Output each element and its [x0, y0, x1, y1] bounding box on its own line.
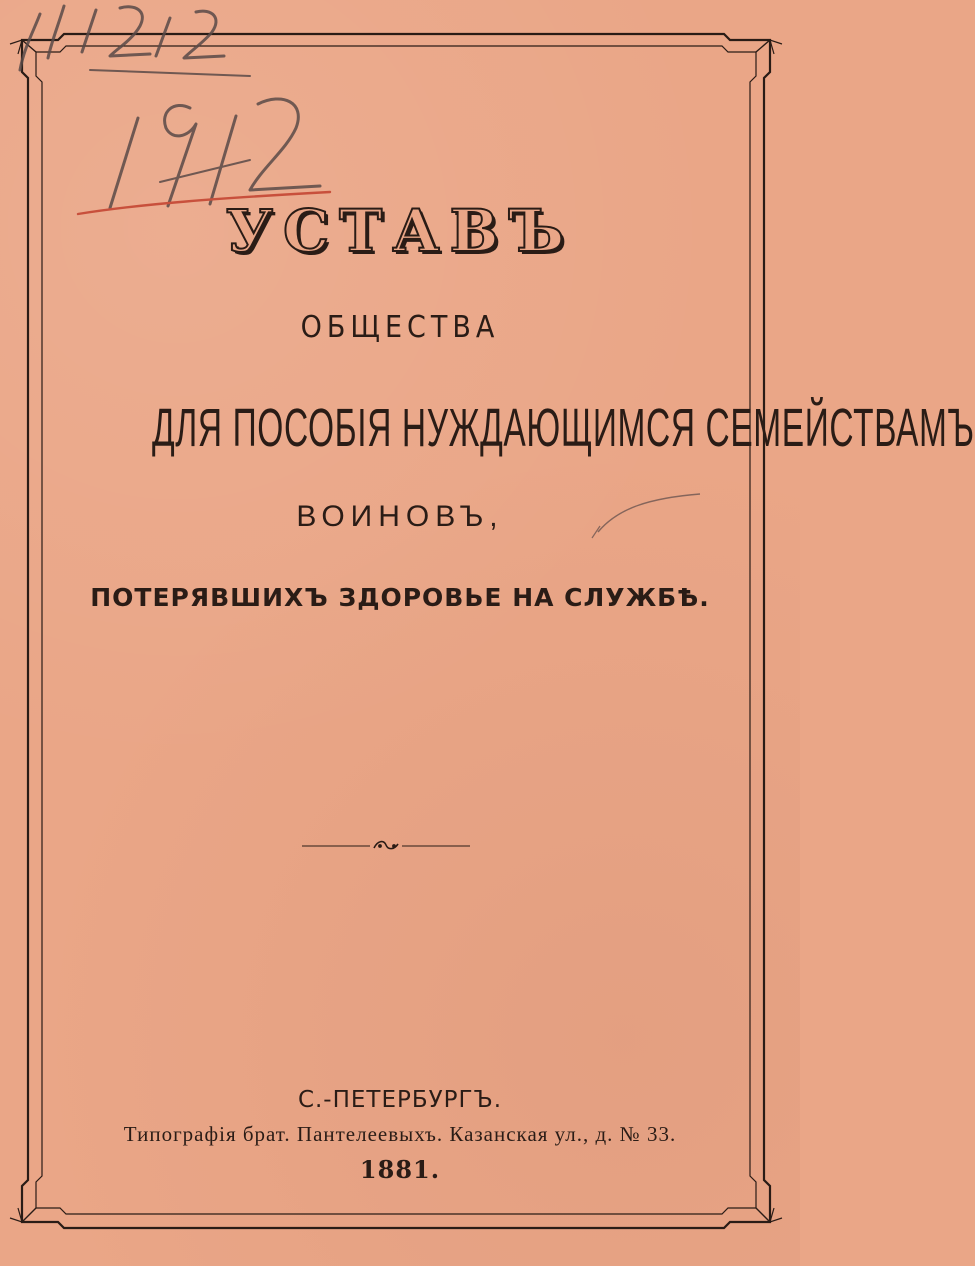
- society-line: ОБЩЕСТВА: [300, 310, 500, 345]
- ornamental-divider: [0, 832, 800, 862]
- lost-health-line: ПОТЕРЯВШИХЪ ЗДОРОВЬЕ НА СЛУЖБѢ.: [90, 583, 710, 612]
- imprint-year: 1881.: [359, 1155, 441, 1184]
- title-ustav: УСТАВЪ: [225, 197, 575, 265]
- warriors-line: ВОИНОВЪ,: [296, 500, 504, 533]
- purpose-line: ДЛЯ ПОСОБІЯ НУЖДАЮЩИМСЯ СЕМЕЙСТВАМЪ: [152, 398, 975, 458]
- imprint-printer: Типографія брат. Пантелеевыхъ. Казанская ул., д. № 33.: [123, 1122, 677, 1146]
- imprint-city: С.-ПЕТЕРБУРГЪ.: [297, 1087, 503, 1113]
